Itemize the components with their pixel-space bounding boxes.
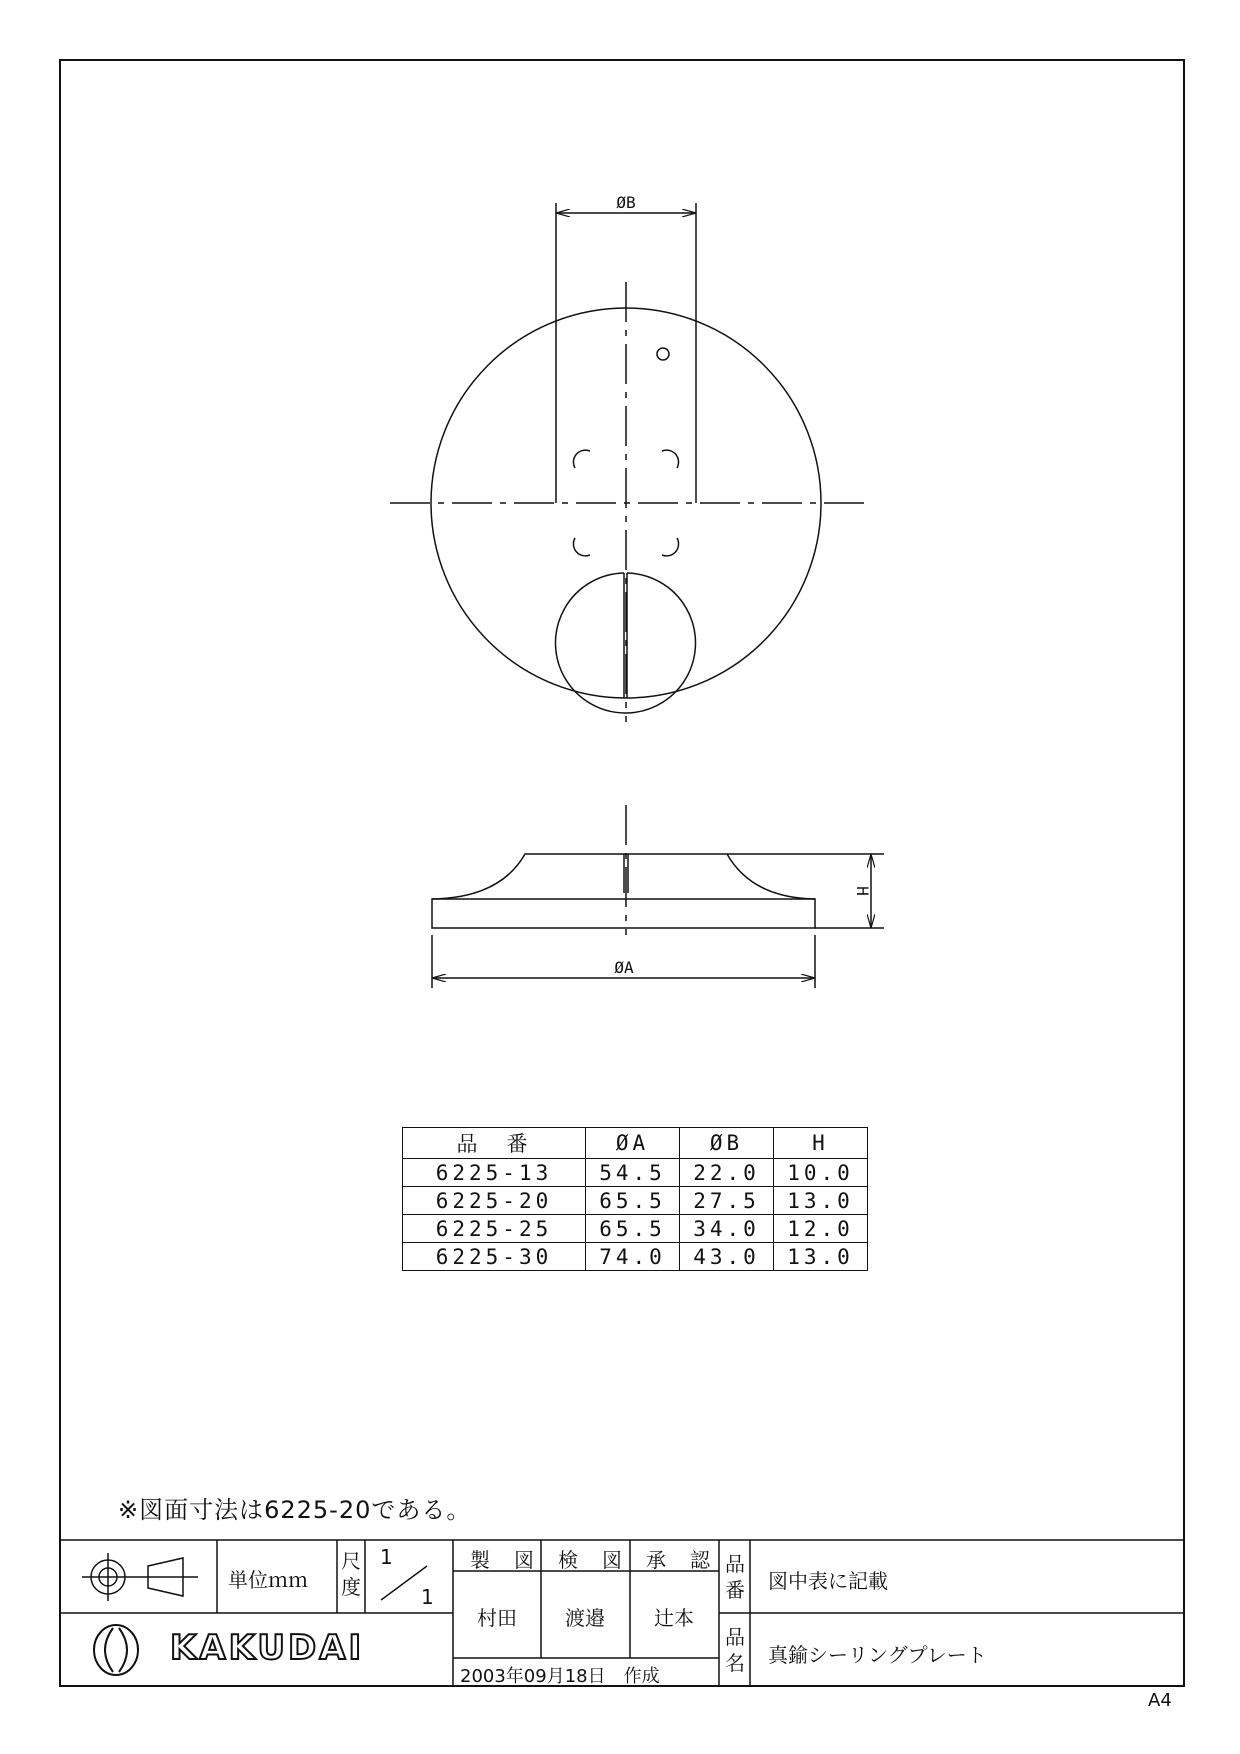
plate-top-view [390,193,866,722]
scale-numerator: 1 [380,1545,393,1569]
bore-notch [573,538,590,556]
header-dia-b: ØB [680,1128,774,1159]
table-cell: 13.0 [774,1187,868,1215]
header-dia-a: ØA [586,1128,680,1159]
bore-notch [573,450,590,468]
dimension-table [402,1127,868,1271]
header-height: H [774,1128,868,1159]
table-cell: 65.5 [586,1187,680,1215]
table-cell: 6225-25 [403,1215,586,1243]
table-row [403,1159,868,1187]
scale-label: 尺度 [341,1549,361,1599]
set-screw-hole [657,348,669,360]
table-cell: 10.0 [774,1159,868,1187]
dimension-h-label: H [853,886,872,896]
table-row [403,1215,868,1243]
dimension-a-label: ØA [614,958,634,977]
table-cell: 6225-20 [403,1187,586,1215]
table-cell: 54.5 [586,1159,680,1187]
table-cell: 6225-30 [403,1243,586,1271]
drawn-by: 村田 [477,1606,517,1630]
scale-denominator: 1 [421,1585,434,1609]
approved-label: 承 認 [646,1548,712,1572]
bore-notch [662,450,679,468]
part-number-label: 品番 [725,1552,745,1602]
table-cell: 22.0 [680,1159,774,1187]
table-cell: 74.0 [586,1243,680,1271]
checked-label: 検 図 [558,1548,624,1572]
drawn-label: 製 図 [470,1548,536,1572]
table-row [403,1187,868,1215]
unit-label: 単位ｍｍ [228,1568,308,1592]
table-cell: 6225-13 [403,1159,586,1187]
brand-logo-text: KAKUDAI [170,1628,365,1668]
part-number-value: 図中表に記載 [768,1569,888,1593]
table-cell: 13.0 [774,1243,868,1271]
table-header-row [403,1128,868,1159]
plate-side-view [432,805,884,988]
bore-notch [662,538,679,556]
table-cell: 34.0 [680,1215,774,1243]
sheet-size: A4 [1148,1690,1172,1711]
dimension-b-label: ØB [616,193,636,212]
third-angle-projection-icon [82,1553,198,1601]
drawing-note: ※図面寸法は6225-20である。 [118,1496,472,1524]
part-name-label: 品名 [725,1625,745,1675]
checked-by: 渡邉 [565,1606,605,1630]
part-name-value: 真鍮シーリングプレート [768,1643,987,1667]
table-row [403,1243,868,1271]
table-cell: 43.0 [680,1243,774,1271]
header-part-number: 品 番 [403,1128,586,1159]
approved-by: 辻本 [654,1606,694,1630]
table-cell: 12.0 [774,1215,868,1243]
table-cell: 27.5 [680,1187,774,1215]
created-date: 2003年09月18日 作成 [460,1666,660,1687]
kakudai-logo-icon [94,1625,138,1675]
table-cell: 65.5 [586,1215,680,1243]
